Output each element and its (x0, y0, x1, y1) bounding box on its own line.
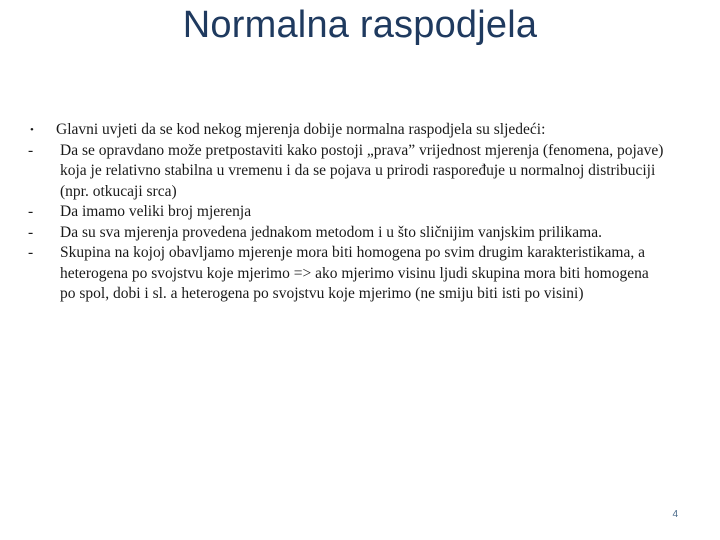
dash-icon: - (28, 203, 34, 220)
bullet-icon: • (30, 124, 34, 136)
list-item-text: Da su sva mjerenja provedena jednakom metodom i u što sličnijim vanjskim prilikama. (60, 223, 602, 241)
list-item (28, 141, 668, 203)
slide-title: Normalna raspodjela (182, 4, 538, 46)
dash-icon: - (28, 141, 34, 159)
list-item-text: Skupina na kojoj obavljamo mjerenje mora biti homogena po svim drugim karakteristikama, a heterogena po svojstvu koje mjerimo => ako mjerimo visinu ljudi skupina mora biti homogena po spol, dobi i sl. a heterogena po svojstvu koje mjerimo (ne smiju biti isti po visini) (60, 244, 649, 302)
list-item-text: Da imamo veliki broj mjerenja (60, 203, 252, 220)
dash-icon: - (28, 244, 34, 261)
list-item-text: Da se opravdano može pretpostaviti kako postoji „prava” vrijednost mjerenja (fenomena, pojave) koja je relativno stabilna u vremenu i da se pojava u prirodi raspoređuje u normalnoj distribuciji (npr. otkucaji srca) (60, 141, 664, 200)
list-item (28, 243, 668, 305)
condition-list (28, 141, 668, 305)
intro-bullet (28, 120, 668, 141)
intro-text: Glavni uvjeti da se kod nekog mjerenja dobije normalna raspodjela su sljedeći: (56, 121, 546, 138)
slide-body (28, 120, 668, 305)
list-item (28, 223, 668, 244)
dash-icon: - (28, 223, 34, 241)
list-item (28, 202, 668, 223)
page-number: 4 (672, 509, 678, 520)
